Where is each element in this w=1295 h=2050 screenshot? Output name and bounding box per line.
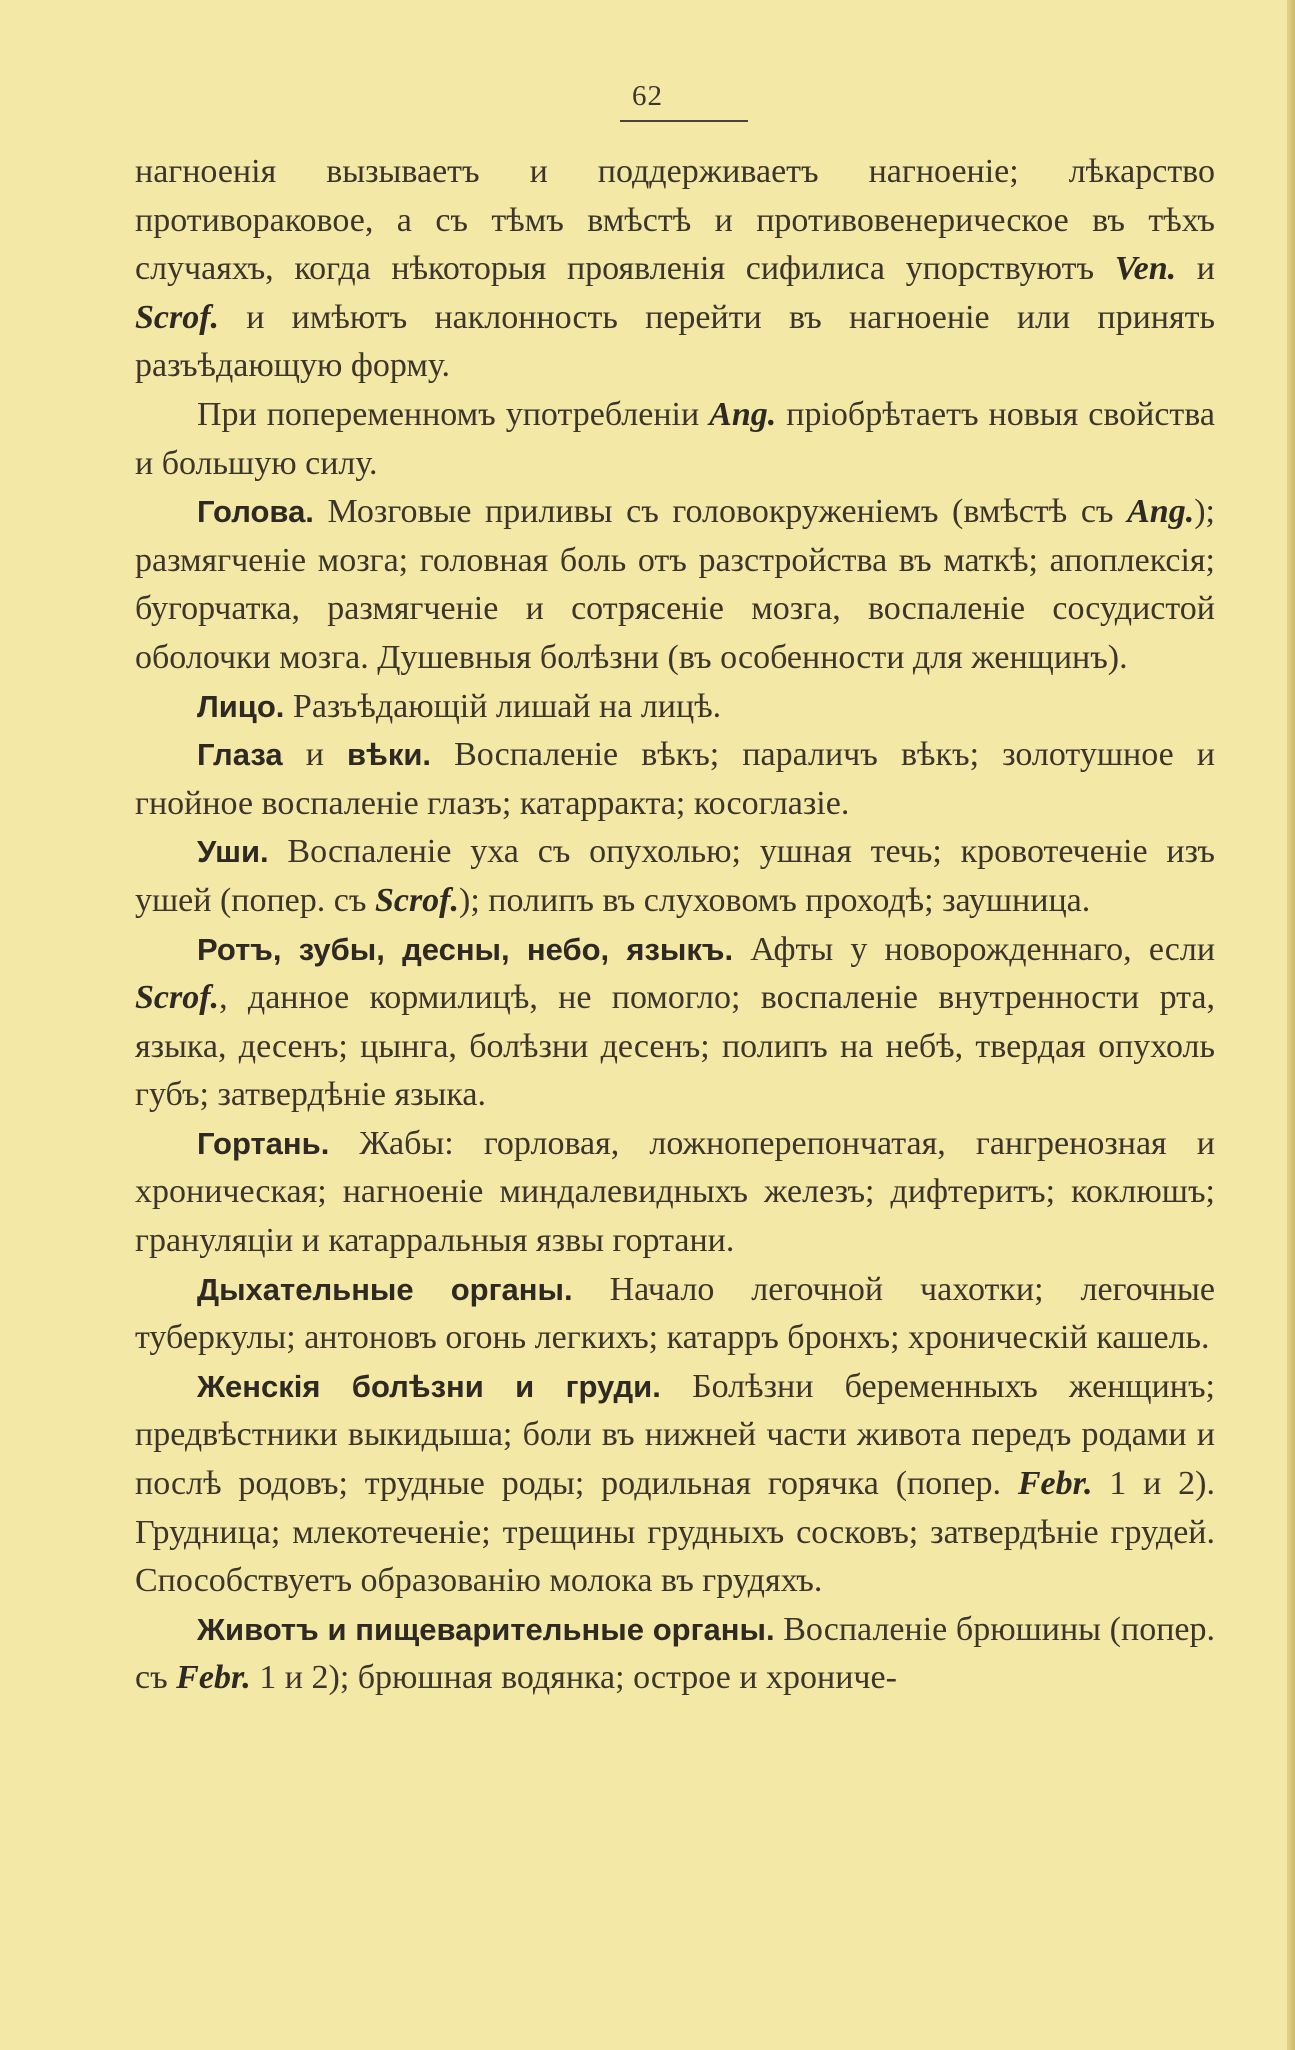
paragraph-text: Мозговые приливы съ головокруженіемъ (вмѣстѣ съ xyxy=(313,493,1128,531)
paragraph xyxy=(135,828,1215,925)
paragraph-text: 1 и 2). Грудница; млекотеченіе; трещины грудныхъ сосковъ; затвердѣніе грудей. Способствуетъ образованію молока въ грудяхъ. xyxy=(135,1465,1215,1600)
section-heading: Лицо. xyxy=(197,688,285,724)
paragraph-text: Болѣзни беременныхъ женщинъ; предвѣстники выкидыша; боли въ нижней части живота передъ родами и послѣ родовъ; трудные роды; родильная горячка (попер. xyxy=(135,1367,1215,1503)
section-heading: Дыхательные органы. xyxy=(197,1271,573,1307)
paragraph-text: и имѣютъ наклонность перейти въ нагноеніе или принять разъѣдающую форму. xyxy=(135,298,1215,385)
paragraph-text: Воспаленіе вѣкъ; параличъ вѣкъ; золотушное и гнойное воспаленіе глазъ; катарракта; косоглазіе. xyxy=(135,736,1215,822)
body-text xyxy=(135,148,1215,1703)
paragraph-text: и xyxy=(282,736,347,774)
remedy-abbreviation: Scrof. xyxy=(374,881,460,919)
paragraph xyxy=(135,1363,1215,1606)
paragraph xyxy=(135,148,1215,391)
section-heading: Голова. xyxy=(197,494,314,530)
section-heading: Глаза xyxy=(197,737,283,773)
paragraph-text: Жабы: горловая, ложноперепончатая, гангренозная и хроническая; нагноеніе миндалевидныхъ железъ; дифтеритъ; коклюшъ; грануляціи и катарральныя язвы гортани. xyxy=(135,1124,1215,1260)
paragraph-text: При попеременномъ употребленіи xyxy=(197,395,710,433)
remedy-abbreviation: Ang. xyxy=(1127,493,1195,531)
section-heading: Женскія болѣзни и груди. xyxy=(197,1368,661,1404)
remedy-abbreviation: Febr. xyxy=(1017,1465,1093,1503)
paragraph xyxy=(135,1120,1215,1266)
remedy-abbreviation: Scrof. xyxy=(135,979,220,1017)
paragraph xyxy=(135,683,1215,732)
section-heading: Уши. xyxy=(197,834,269,870)
paragraph-text: Афты у новорожденнаго, если xyxy=(733,930,1216,968)
paragraph-text: ); размягченіе мозга; головная боль отъ разстройства въ маткѣ; апоплексія; бугорчатка, размягченіе и сотрясеніе мозга, воспаленіе сосудистой оболочки мозга. Душевныя болѣзни (въ особенности для женщинъ). xyxy=(135,493,1215,676)
page-number: 62 xyxy=(632,80,663,112)
page-number-rule xyxy=(620,120,748,122)
section-heading: Ротъ, зубы, десны, небо, языкъ. xyxy=(197,931,734,967)
paragraph-text: Начало легочной чахотки; легочные туберкулы; антоновъ огонь легкихъ; катарръ бронхъ; хроническій кашель. xyxy=(135,1270,1215,1357)
section-heading: Гортань. xyxy=(197,1125,330,1161)
remedy-abbreviation: Ang. xyxy=(709,395,777,433)
paragraph-text: ); полипъ въ слуховомъ проходѣ; заушница. xyxy=(459,881,1091,919)
paragraph-text: Воспаленіе уха съ опухолью; ушная течь; кровотеченіе изъ ушей (попер. съ xyxy=(135,833,1215,919)
paragraph-text: Воспаленіе брюшины (попер. съ xyxy=(135,1610,1215,1697)
remedy-abbreviation: Ven. xyxy=(1114,250,1177,288)
paragraph xyxy=(135,1266,1215,1363)
remedy-abbreviation: Scrof. xyxy=(135,298,220,336)
section-heading: Животъ и пищеварительные органы. xyxy=(197,1611,775,1647)
paragraph xyxy=(135,488,1215,682)
paragraph-text: нагноенія вызываетъ и поддерживаетъ нагноеніе; лѣкарство противораковое, а съ тѣмъ вмѣстѣ и противовенерическое въ тѣхъ случаяхъ, когда нѣкоторыя проявленія сифилиса упорствуютъ xyxy=(135,153,1215,288)
paragraph xyxy=(135,926,1215,1120)
page-edge xyxy=(1287,0,1295,2050)
paragraph-text: , данное кормилицѣ, не помогло; воспаленіе внутренности рта, языка, десенъ; цынга, болѣзни десенъ; полипъ на небѣ, твердая опухоль губъ; затвердѣніе языка. xyxy=(135,979,1215,1114)
remedy-abbreviation: Febr. xyxy=(176,1659,251,1697)
paragraph-text: и xyxy=(1176,250,1216,288)
paragraph xyxy=(135,391,1215,488)
section-heading: вѣки. xyxy=(346,737,432,773)
paragraph-text: Разъѣдающій лишай на лицѣ. xyxy=(284,687,722,725)
paragraph xyxy=(135,731,1215,828)
paragraph xyxy=(135,1606,1215,1703)
paragraph-text: 1 и 2); брюшная водянка; острое и хрониче- xyxy=(250,1659,897,1697)
paragraph-text: пріобрѣтаетъ новыя свойства и большую силу. xyxy=(135,395,1215,482)
